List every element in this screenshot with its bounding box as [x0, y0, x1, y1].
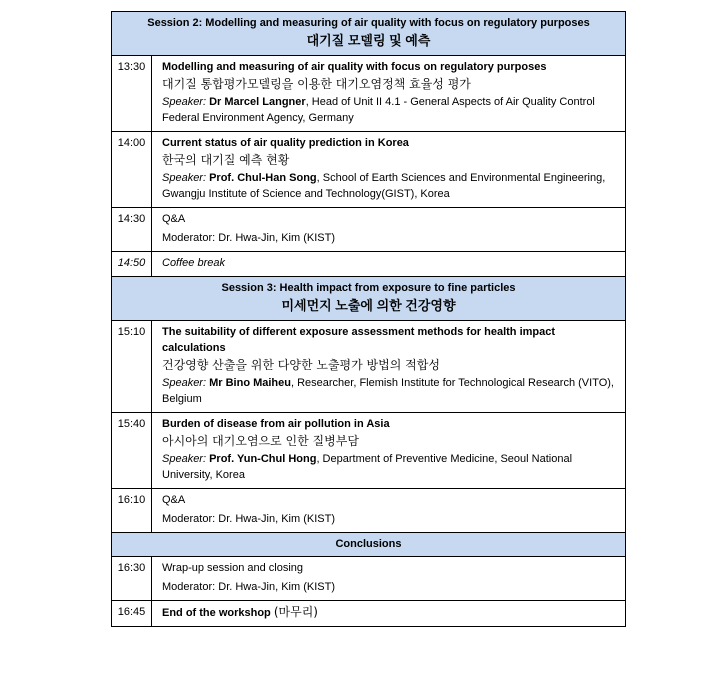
agenda-content [152, 601, 626, 627]
talk-title-korean: 아시아의 대기오염으로 인한 질병부담 [162, 434, 359, 448]
agenda-table [111, 11, 626, 627]
session-header-cell [112, 277, 626, 321]
speaker-line [162, 375, 621, 407]
agenda-row [112, 252, 626, 277]
session-title-korean: 대기질 모델링 및 예측 [306, 33, 431, 48]
talk-title: Modelling and measuring of air quality with focus on regulatory purposes [162, 61, 547, 73]
speaker-label: Speaker: [162, 172, 207, 184]
agenda-content [152, 413, 626, 489]
agenda-row [112, 56, 626, 132]
agenda-row [112, 413, 626, 489]
talk-title-korean: 건강영향 산출을 위한 다양한 노출평가 방법의 적합성 [162, 358, 440, 372]
moderator-line: Moderator: Dr. Hwa-Jin, Kim (KIST) [162, 232, 335, 244]
session-3-header [112, 277, 626, 321]
speaker-label: Speaker: [162, 96, 207, 108]
agenda-time: 14:00 [112, 132, 152, 208]
talk-title-korean: 대기질 통합평가모델링을 이용한 대기오염정책 효율성 평가 [162, 77, 471, 91]
closing-title-korean: (마무리) [273, 605, 318, 619]
qa-title: Q&A [162, 213, 186, 225]
session-title-korean: 미세먼지 노출에 의한 건강영향 [281, 298, 456, 313]
qa-title: Q&A [162, 494, 186, 506]
speaker-line [162, 170, 621, 202]
agenda-content [152, 489, 626, 533]
wrapup-title: Wrap-up session and closing [162, 562, 304, 574]
agenda-content [152, 321, 626, 413]
agenda-time: 14:30 [112, 208, 152, 252]
agenda-time: 13:30 [112, 56, 152, 132]
closing-title: End of the workshop [162, 607, 271, 619]
agenda-row [112, 132, 626, 208]
session-title: Session 3: Health impact from exposure to fine particles [221, 282, 516, 294]
speaker-name: Prof. Chul-Han Song [209, 172, 317, 184]
agenda-time: 16:45 [112, 601, 152, 627]
agenda-time: 16:10 [112, 489, 152, 533]
speaker-label: Speaker: [162, 453, 207, 465]
speaker-name: Prof. Yun-Chul Hong [209, 453, 317, 465]
talk-title-korean: 한국의 대기질 예측 현황 [162, 153, 290, 167]
agenda-time: 15:40 [112, 413, 152, 489]
moderator-line: Moderator: Dr. Hwa-Jin, Kim (KIST) [162, 513, 335, 525]
agenda-row [112, 557, 626, 601]
session-header-cell [112, 12, 626, 56]
speaker-affiliation: , Department of Preventive Medicine, Seoul National University, Korea [162, 453, 573, 481]
speaker-affiliation: , Researcher, Flemish Institute for Technological Research (VITO), Belgium [162, 377, 614, 405]
speaker-line [162, 94, 621, 126]
agenda-content [152, 208, 626, 252]
moderator-line: Moderator: Dr. Hwa-Jin, Kim (KIST) [162, 581, 335, 593]
speaker-line [162, 451, 621, 483]
break-title: Coffee break [152, 252, 626, 277]
agenda-content [152, 132, 626, 208]
talk-title: The suitability of different exposure assessment methods for health impact calculations [162, 326, 556, 354]
talk-title: Current status of air quality prediction in Korea [162, 137, 409, 149]
speaker-label: Speaker: [162, 377, 207, 389]
agenda-content [152, 557, 626, 601]
agenda-row [112, 321, 626, 413]
agenda-time: 15:10 [112, 321, 152, 413]
speaker-affiliation: , Head of Unit II 4.1 - General Aspects of Air Quality Control Federal Environment Agency, Germany [162, 96, 595, 124]
agenda-row [112, 208, 626, 252]
conclusions-title: Conclusions [112, 533, 626, 557]
conclusions-header [112, 533, 626, 557]
agenda-row [112, 601, 626, 627]
agenda-time: 14:50 [112, 252, 152, 277]
agenda-content [152, 56, 626, 132]
speaker-name: Dr Marcel Langner [209, 96, 306, 108]
agenda-row [112, 489, 626, 533]
speaker-affiliation: , School of Earth Sciences and Environmental Engineering, Gwangju Institute of Science and Technology(GIST), Korea [162, 172, 606, 200]
talk-title: Burden of disease from air pollution in Asia [162, 418, 390, 430]
session-2-header [112, 12, 626, 56]
agenda-time: 16:30 [112, 557, 152, 601]
session-title: Session 2: Modelling and measuring of air quality with focus on regulatory purposes [147, 17, 590, 29]
speaker-name: Mr Bino Maiheu [209, 377, 291, 389]
